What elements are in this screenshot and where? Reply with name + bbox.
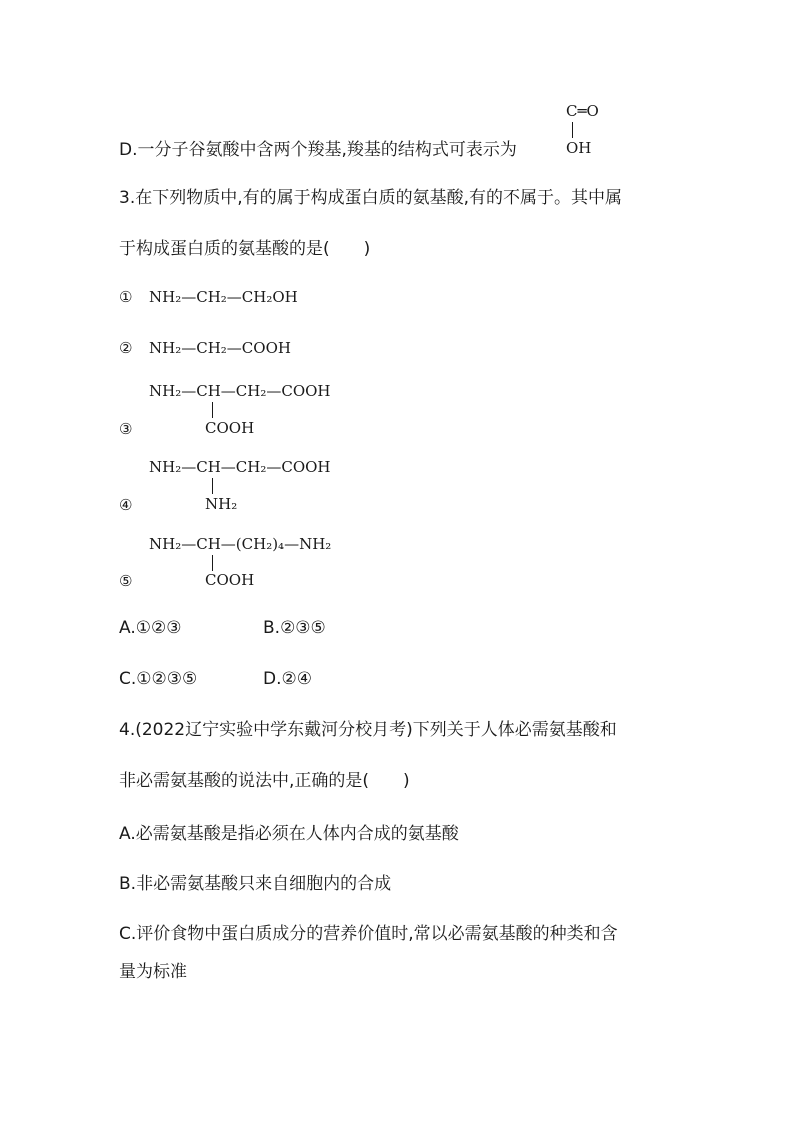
q3-option-b[interactable]: B.②③⑤ — [263, 618, 326, 638]
item-5-branch: COOH — [205, 571, 255, 589]
item-3-formula: NH₂—CH—CH₂—COOH — [149, 382, 331, 400]
q4-option-b[interactable]: B.非必需氨基酸只来自细胞内的合成 — [119, 874, 392, 894]
item-3-mark: ③ — [119, 420, 133, 438]
q4-stem-line1: 4.(2022辽宁实验中学东戴河分校月考)下列关于人体必需氨基酸和 — [119, 720, 617, 740]
q4-option-a[interactable]: A.必需氨基酸是指必须在人体内合成的氨基酸 — [119, 824, 459, 844]
q2-option-d: D.一分子谷氨酸中含两个羧基,羧基的结构式可表示为 — [119, 140, 517, 160]
item-5-formula: NH₂—CH—(CH₂)₄—NH₂ — [149, 535, 332, 553]
carboxyl-top: C═O — [566, 102, 599, 120]
carboxyl-bottom: OH — [566, 139, 592, 157]
item-5-mark: ⑤ — [119, 572, 133, 590]
q4-option-c-line2[interactable]: 量为标准 — [119, 962, 187, 982]
q4-stem-line2: 非必需氨基酸的说法中,正确的是( ) — [119, 771, 410, 791]
item-3-bond — [212, 402, 213, 418]
item-4-bond — [212, 478, 213, 494]
item-4-formula: NH₂—CH—CH₂—COOH — [149, 458, 331, 476]
q3-option-a[interactable]: A.①②③ — [119, 618, 182, 638]
carboxyl-bond — [572, 122, 573, 138]
item-4-mark: ④ — [119, 496, 133, 514]
item-5-bond — [212, 555, 213, 571]
item-1-formula: NH₂—CH₂—CH₂OH — [149, 288, 298, 306]
q4-option-c-line1[interactable]: C.评价食物中蛋白质成分的营养价值时,常以必需氨基酸的种类和含 — [119, 924, 618, 944]
q3-stem-line1: 3.在下列物质中,有的属于构成蛋白质的氨基酸,有的不属于。其中属 — [119, 188, 623, 208]
q3-option-d[interactable]: D.②④ — [263, 669, 312, 689]
q3-stem-line2: 于构成蛋白质的氨基酸的是( ) — [119, 239, 371, 259]
q3-option-c[interactable]: C.①②③⑤ — [119, 669, 198, 689]
item-2-formula: NH₂—CH₂—COOH — [149, 339, 291, 357]
item-1-mark: ① — [119, 288, 133, 306]
item-2-mark: ② — [119, 339, 133, 357]
item-4-branch: NH₂ — [205, 495, 238, 513]
item-3-branch: COOH — [205, 419, 255, 437]
